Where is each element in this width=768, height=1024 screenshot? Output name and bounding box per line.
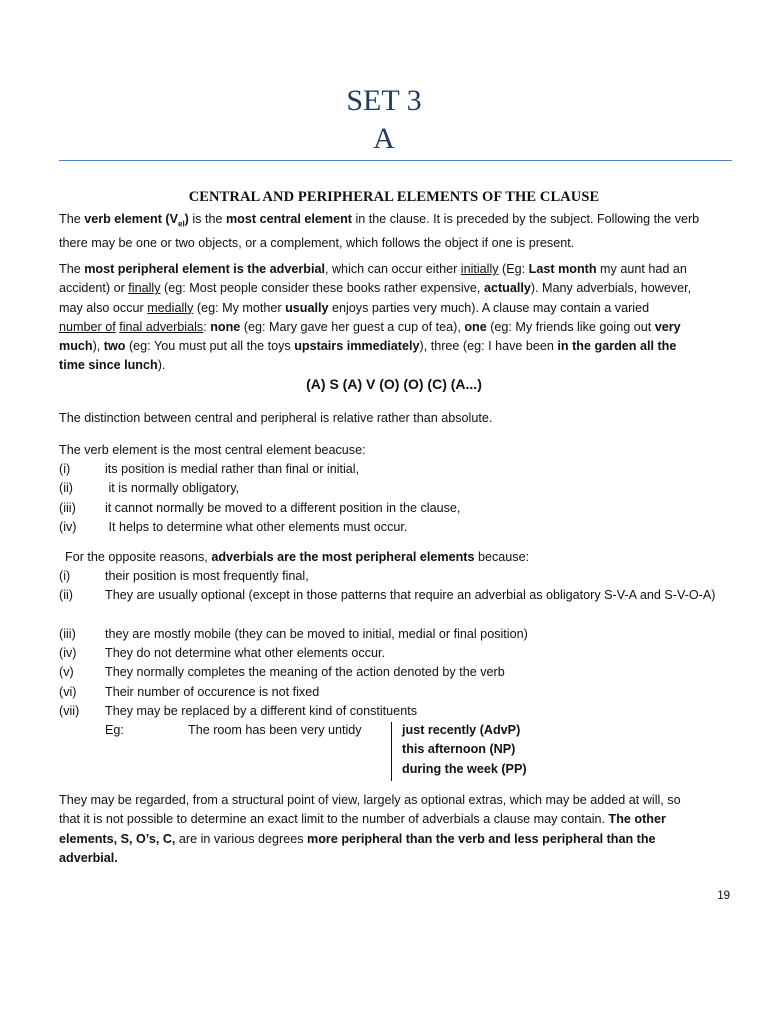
- list-item: (ii) it is normally obligatory,: [59, 481, 240, 496]
- set-letter: A: [373, 122, 395, 155]
- verb-list-intro: The verb element is the most central element beacuse:: [59, 443, 366, 457]
- paragraph-conclusion: They may be regarded, from a structural point of view, largely as optional extras, which may be added at will, so that it is not possible to determine an exact limit to the number of adverbials a clause may contain. The other elements, S, O’s, C, are in various degrees more peripheral than the verb and less peripheral than the adverbial.: [59, 793, 681, 865]
- adverbial-list-intro: For the opposite reasons, adverbials are the most peripheral elements because:: [65, 550, 530, 564]
- list-item: (i) its position is medial rather than final or initial,: [59, 462, 360, 476]
- example-option: just recently (AdvP): [402, 723, 521, 737]
- title-divider: [59, 160, 732, 161]
- example-option: this afternoon (NP): [402, 742, 516, 757]
- clause-formula: (A) S (A) V (O) (O) (C) (A...): [306, 376, 482, 392]
- list-item: (vii) They may be replaced by a different kind of constituents: [59, 704, 417, 719]
- example-option: during the week (PP): [402, 761, 527, 776]
- distinction-sentence: The distinction between central and peripheral is relative rather than absolute.: [59, 411, 493, 425]
- set-title: SET 3: [346, 84, 422, 117]
- list-item: (i) their position is most frequently final,: [59, 569, 309, 583]
- adverbial-reasons-list: [59, 567, 731, 721]
- example-bracket: [391, 722, 392, 781]
- page-number: 19: [717, 890, 730, 902]
- list-item: (iv) It helps to determine what other elements must occur.: [59, 519, 408, 534]
- example-label: Eg:: [105, 723, 124, 737]
- list-item: (vi) Their number of occurence is not fixed: [59, 684, 320, 699]
- list-item: (ii) They are usually optional (except in those patterns that require an adverbial as obligatory S-V-A and S-V-O-A): [59, 588, 716, 603]
- example-sentence: The room has been very untidy: [188, 723, 362, 737]
- paragraph-adverbial: The most peripheral element is the adverbial, which can occur either initially (Eg: Last month my aunt had an accident) or finally (eg: Most people consider these books rather expensive, actually). Many adverbials, however, may also occur medially (eg: My mother usually enjoys parties very much). A clause may contain a varied number of final adverbials: none (eg: Mary gave her guest a cup of tea), one (eg: My friends like going out very much), two (eg: You must put all the toys upstairs immediately), three (eg: I have been in the garden all the time since lunch).: [59, 262, 692, 373]
- paragraph-verb-element: The verb element $(V_{el})$ is the most central element in the clause. It is preceded by the subject. Following the verb there may be one or two objects, or a complement, which follows the object if one is present.: [59, 212, 700, 250]
- list-item: (v) They normally completes the meaning of the action denoted by the verb: [59, 665, 505, 680]
- list-item: (iii) they are mostly mobile (they can be moved to initial, medial or final position): [59, 626, 528, 641]
- verb-reasons-list: [59, 460, 731, 537]
- list-item: (iv) They do not determine what other elements occur.: [59, 646, 386, 661]
- list-item: (iii) it cannot normally be moved to a different position in the clause,: [59, 500, 461, 515]
- example-options: [402, 721, 527, 779]
- section-heading: CENTRAL AND PERIPHERAL ELEMENTS OF THE CLAUSE: [188, 189, 600, 205]
